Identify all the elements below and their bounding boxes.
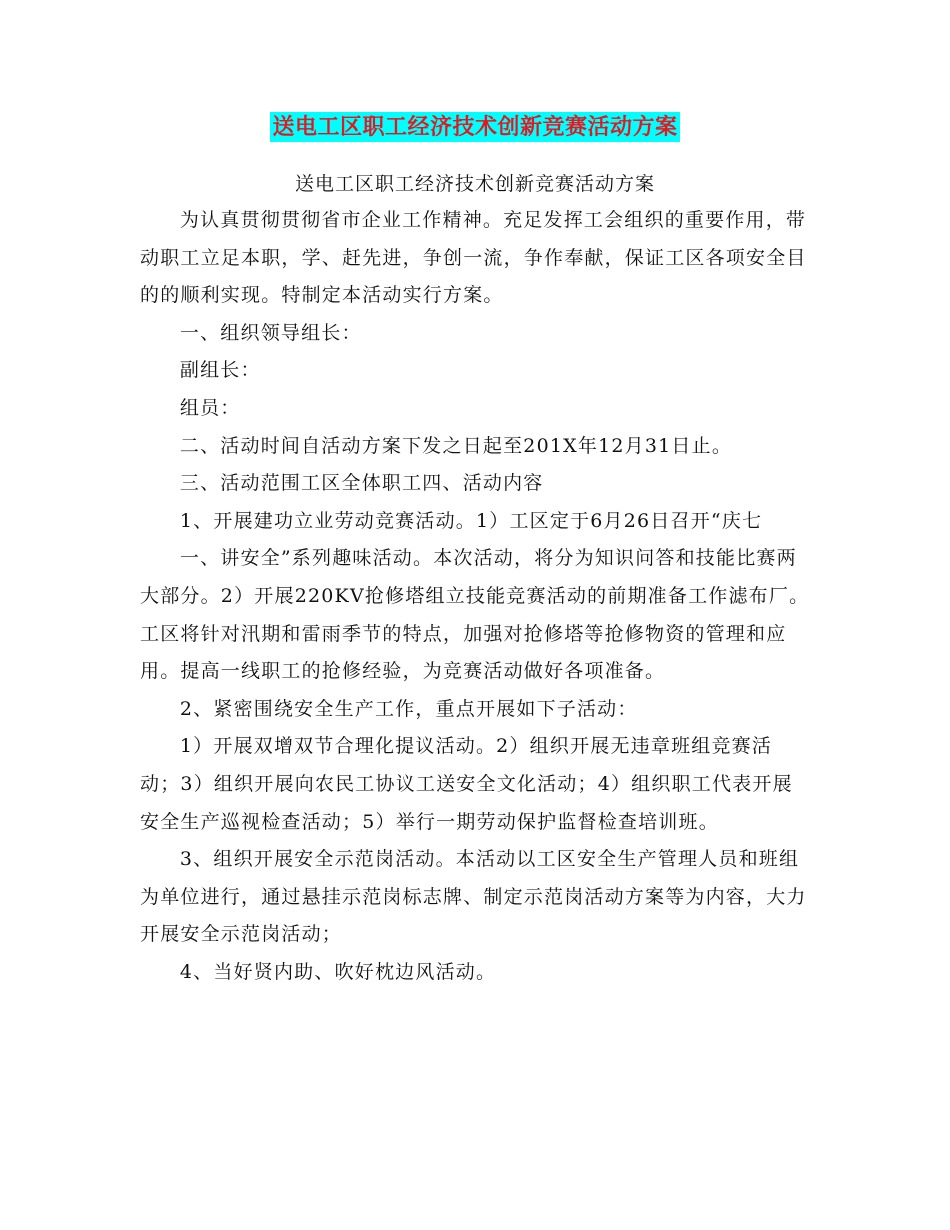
- paragraph-item-2-subactivities: 1）开展双增双节合理化提议活动。2）组织开展无违章班组竞赛活动；3）组织开展向农民工协议工送安全文化活动；4）组织职工代表开展安全生产巡视检查活动；5）举行一期劳动保护监督检查培训班。: [140, 735, 793, 833]
- paragraph-members: 组员：: [179, 396, 241, 419]
- document-body: [140, 202, 810, 991]
- paragraph-intro: 为认真贯彻贯彻省市企业工作精神。充足发挥工会组织的重要作用，带动职工立足本职，学、赶先进，争创一流，争作奉献，保证工区各项安全目的的顺利实现。特制定本活动实行方案。: [140, 209, 807, 307]
- paragraph-activity-scope: 三、活动范围工区全体职工四、活动内容: [179, 472, 544, 495]
- paragraph-item-2: 2、紧密围绕安全生产工作，重点开展如下子活动：: [179, 697, 638, 720]
- document-subtitle: 送电工区职工经济技术创新竞赛活动方案: [294, 173, 655, 195]
- paragraph-item-3: 3、组织开展安全示范岗活动。本活动以工区安全生产管理人员和班组为单位进行，通过悬挂示范岗标志牌、制定示范岗活动方案等为内容，大力开展安全示范岗活动；: [140, 848, 807, 946]
- paragraph-deputy-leader: 副组长：: [179, 359, 261, 382]
- paragraph-organization-leader: 一、组织领导组长：: [179, 321, 362, 344]
- paragraph-item-1-continued: 一、讲安全”系列趣味活动。本次活动，将分为知识问答和技能比赛两大部分。2）开展220KV抢修塔组立技能竞赛活动的前期准备工作滤布厂。工区将针对汛期和雷雨季节的特点，加强对抢修塔等抢修物资的管理和应用。提高一线职工的抢修经验，为竞赛活动做好各项准备。: [140, 547, 810, 683]
- paragraph-item-1: 1、开展建功立业劳动竞赛活动。1）工区定于6月26日召开“庆七: [179, 509, 763, 532]
- paragraph-activity-time: 二、活动时间自活动方案下发之日起至201X年12月31日止。: [179, 434, 733, 457]
- paragraph-item-4: 4、当好贤内助、吹好枕边风活动。: [179, 960, 497, 983]
- title-row: [0, 112, 950, 142]
- document-title: 送电工区职工经济技术创新竞赛活动方案: [272, 114, 678, 140]
